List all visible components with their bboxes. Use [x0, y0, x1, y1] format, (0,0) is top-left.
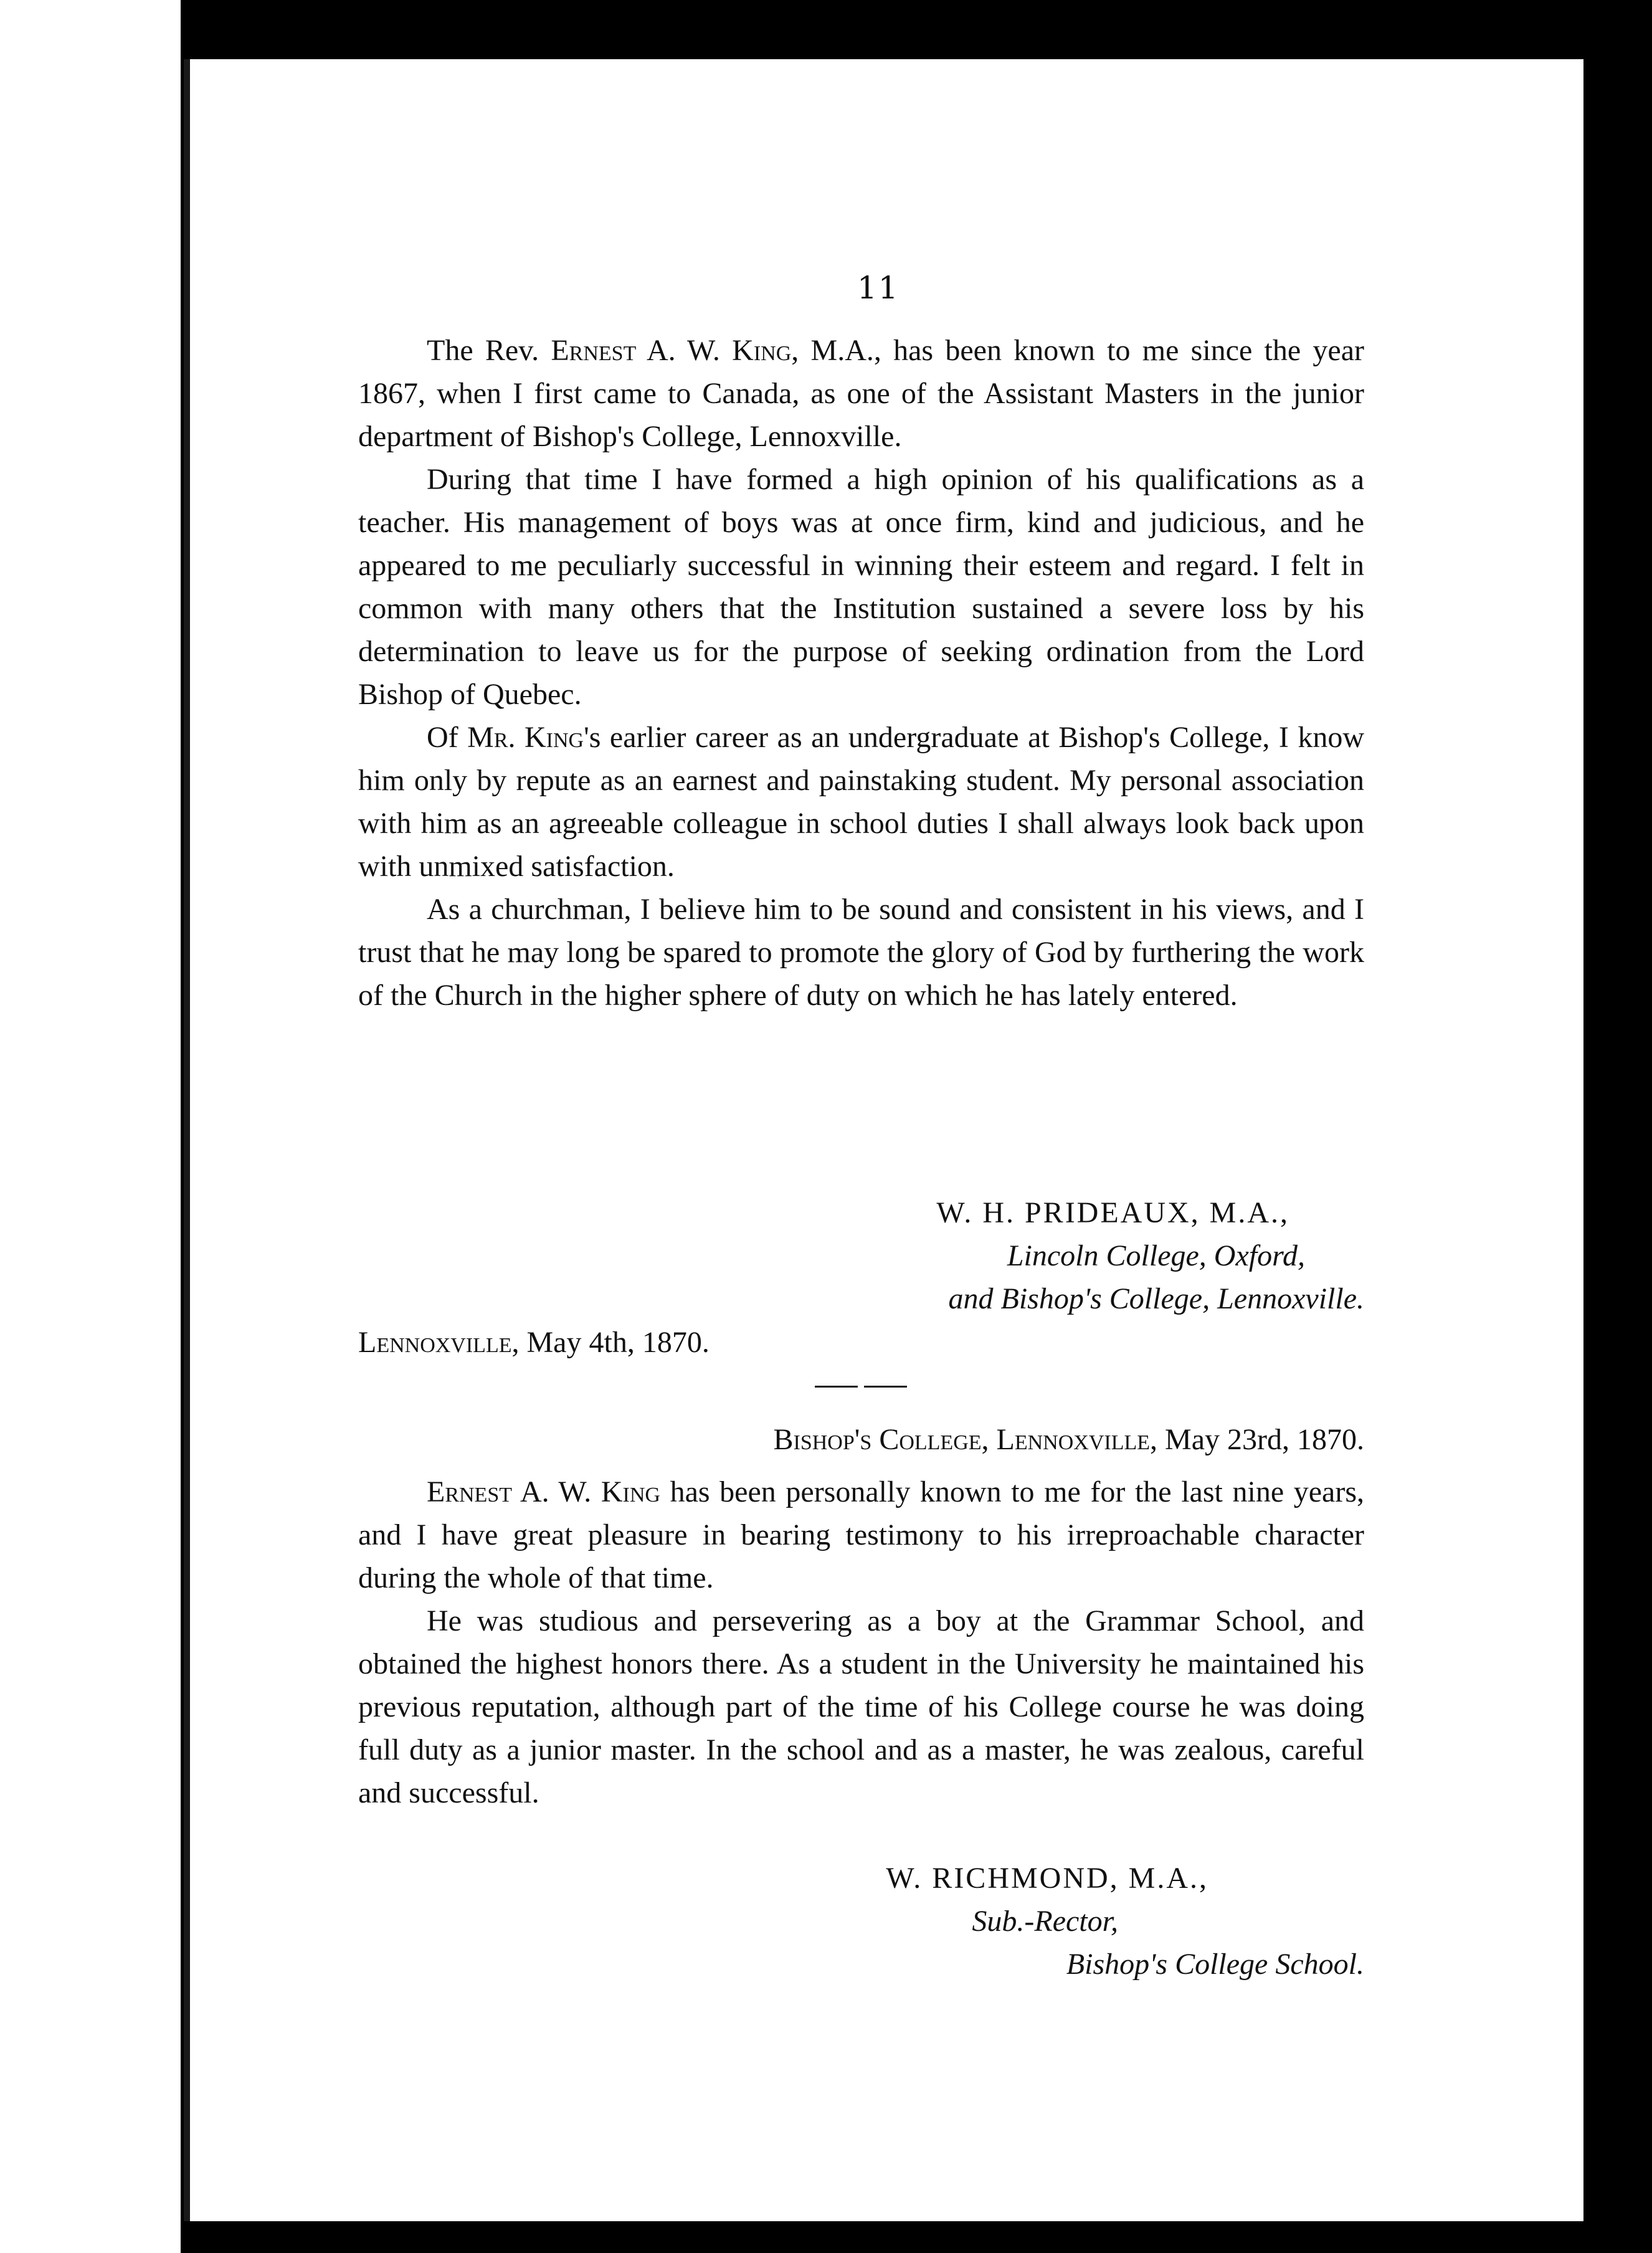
- heading-college: Bishop's College: [773, 1423, 982, 1456]
- letter-2-paragraph-2: He was studious and persevering as a boy at the Grammar School, and obtained the highest honors there. As a student in the University he maintained his previous reputation, although part of the time of his College course he was doing full duty as a junior master. In the school and as a master, he was zealous, careful and successful.: [358, 1604, 1364, 1809]
- page-number: 11: [857, 270, 900, 306]
- text-run: 's earlier career as an undergraduate at Bishop's College, I know him only by repute as an earnest and painstaking student. My personal association with him as an agreeable colleague in school duties I shall always look back upon with unmixed satisfaction.: [358, 721, 1365, 883]
- scan-margin: [0, 0, 181, 2253]
- letter-2-signature: [748, 1857, 1364, 1986]
- heading-date: , May 23rd, 1870.: [1150, 1423, 1364, 1456]
- separator-rule: [815, 1386, 907, 1388]
- person-name: Mr. King: [467, 721, 584, 754]
- letter-1-signature: [748, 1191, 1364, 1320]
- letter-1-paragraph-4: As a churchman, I believe him to be sound and consistent in his views, and I trust that he may long be spared to promote the glory of God by furthering the work of the Church in the higher sphere of duty on which he has lately entered.: [358, 893, 1364, 1012]
- dateline-place: Lennoxville: [358, 1326, 512, 1359]
- heading-separator: ,: [981, 1423, 997, 1456]
- signatory-affiliation: and Bishop's College, Lennoxville.: [948, 1282, 1364, 1315]
- dateline-date: , May 4th, 1870.: [511, 1326, 710, 1359]
- text-run: Of: [427, 721, 468, 754]
- text-run: , M.A., has been known to me since the year 1867, when I first came to Canada, as one of the Assistant Masters in the junior department of Bishop's College, Lennoxville.: [358, 334, 1365, 453]
- letter-1-dateline: [358, 1321, 919, 1364]
- text-run: has been personally known to me for the last nine years, and I have great pleasure in bearing testimony to his irreproachable character during the whole of that time.: [358, 1475, 1365, 1594]
- signatory-affiliation: Lincoln College, Oxford,: [1007, 1239, 1305, 1272]
- letter-1-paragraph-1: [358, 329, 1364, 458]
- letter-1-body: [358, 329, 1364, 1017]
- text-run: The Rev.: [427, 334, 551, 367]
- signatory-name: W. H. PRIDEAUX, M.A.,: [936, 1196, 1289, 1229]
- letter-2-body: [358, 1470, 1364, 1814]
- letter-2-heading: [358, 1418, 1364, 1461]
- heading-place: Lennoxville: [996, 1423, 1151, 1456]
- letter-2-paragraph-1: [358, 1470, 1364, 1599]
- signatory-title: Sub.-Rector,: [972, 1905, 1118, 1938]
- signatory-affiliation: Bishop's College School.: [1066, 1948, 1364, 1981]
- person-name: Ernest A. W. King: [427, 1475, 660, 1508]
- person-name: Ernest A. W. King: [551, 334, 792, 367]
- signatory-name: W. RICHMOND, M.A.,: [886, 1862, 1208, 1895]
- letter-1-paragraph-2: During that time I have formed a high opinion of his qualifications as a teacher. His management of boys was at once firm, kind and judicious, and he appeared to me peculiarly successful in winning their esteem and regard. I felt in common with many others that the Institution sustained a severe loss by his determination to leave us for the purpose of seeking ordination from the Lord Bishop of Quebec.: [358, 463, 1364, 711]
- letter-1-paragraph-3: [358, 716, 1364, 888]
